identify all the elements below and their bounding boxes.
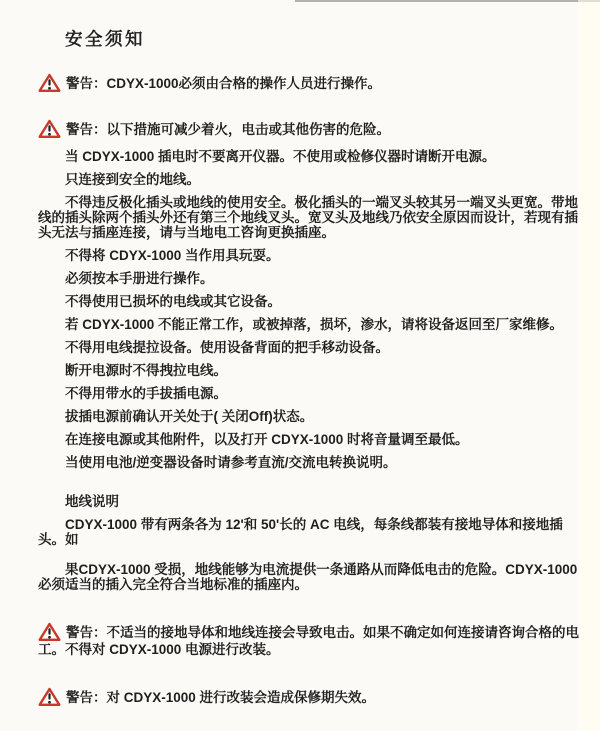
warning-block-4 — [38, 687, 582, 707]
grounding-section-heading: 地线说明 — [65, 494, 119, 509]
warning-block-1 — [38, 73, 582, 93]
warning-text: 对 CDYX-1000 进行改装会造成保修期失效。 — [106, 690, 376, 705]
precaution-item: 拔插电源前确认开关处于( 关闭Off)状态。 — [65, 409, 314, 424]
warning-label: 警告： — [66, 76, 107, 91]
warning-label: 警告： — [66, 625, 107, 640]
precaution-list — [38, 149, 582, 470]
precaution-item: 当使用电池/逆变器设备时请参考直流/交流电转换说明。 — [65, 455, 397, 470]
warning-block-3 — [38, 622, 582, 657]
warning-label: 警告： — [66, 690, 107, 705]
warning-text: 以下措施可减少着火，电击或其他伤害的危险。 — [106, 122, 390, 137]
precaution-item: 必须按本手册进行操作。 — [65, 271, 214, 286]
warning-triangle-icon — [38, 73, 61, 93]
precaution-item: 当 CDYX-1000 插电时不要离开仪器。不使用或检修仪器时请断开电源。 — [65, 149, 496, 164]
precaution-item: 不得将 CDYX-1000 当作用具玩耍。 — [65, 248, 280, 263]
warning-triangle-icon — [38, 622, 61, 642]
precaution-item: 不得使用已损坏的电线或其它设备。 — [65, 294, 281, 309]
precaution-item: 断开电源时不得拽拉电线。 — [65, 363, 227, 378]
precaution-item: 不得用带水的手拔插电源。 — [65, 386, 227, 401]
precaution-item: 若 CDYX-1000 不能正常工作，或被掉落，损坏，渗水，请将设备返回至厂家维修。 — [65, 317, 564, 332]
warning-text: CDYX-1000必须由合格的操作人员进行操作。 — [106, 76, 382, 91]
grounding-paragraph-2: 果CDYX-1000 受损，地线能够为电流提供一条通路从而降低电击的危险。CDYX-1000 必须适当的插入完全符合当地标准的插座内。 — [38, 562, 578, 592]
precaution-item: 只连接到安全的地线。 — [65, 172, 200, 187]
scan-top-edge-artifact — [295, 0, 600, 2]
warning-block-2 — [38, 119, 582, 139]
page-title: 安全须知 — [65, 29, 145, 49]
warning-label: 警告： — [66, 122, 107, 137]
precaution-item: 在连接电源或其他附件，以及打开 CDYX-1000 时将音量调至最低。 — [65, 432, 469, 447]
warning-triangle-icon — [38, 119, 61, 139]
precaution-item: 不得用电线提拉设备。使用设备背面的把手移动设备。 — [65, 340, 389, 355]
precaution-item: 不得违反极化插头或地线的使用安全。极化插头的一端叉头较其另一端叉头更宽。带地线的插头除两个插头外还有第三个地线叉头。宽叉头及地线乃依安全原因而设计，若现有插头无法与插座连接，请与当地电工咨询更换插座。 — [38, 195, 578, 240]
warning-text: 不适当的接地导体和地线连接会导致电击。如果不确定如何连接请咨询合格的电工。不得对 CDYX-1000 电源进行改装。 — [38, 625, 579, 657]
grounding-paragraph-1: CDYX-1000 带有两条各为 12'和 50'长的 AC 电线，每条线都装有接地导体和接地插头。如 — [38, 517, 563, 547]
warning-triangle-icon — [38, 687, 61, 707]
